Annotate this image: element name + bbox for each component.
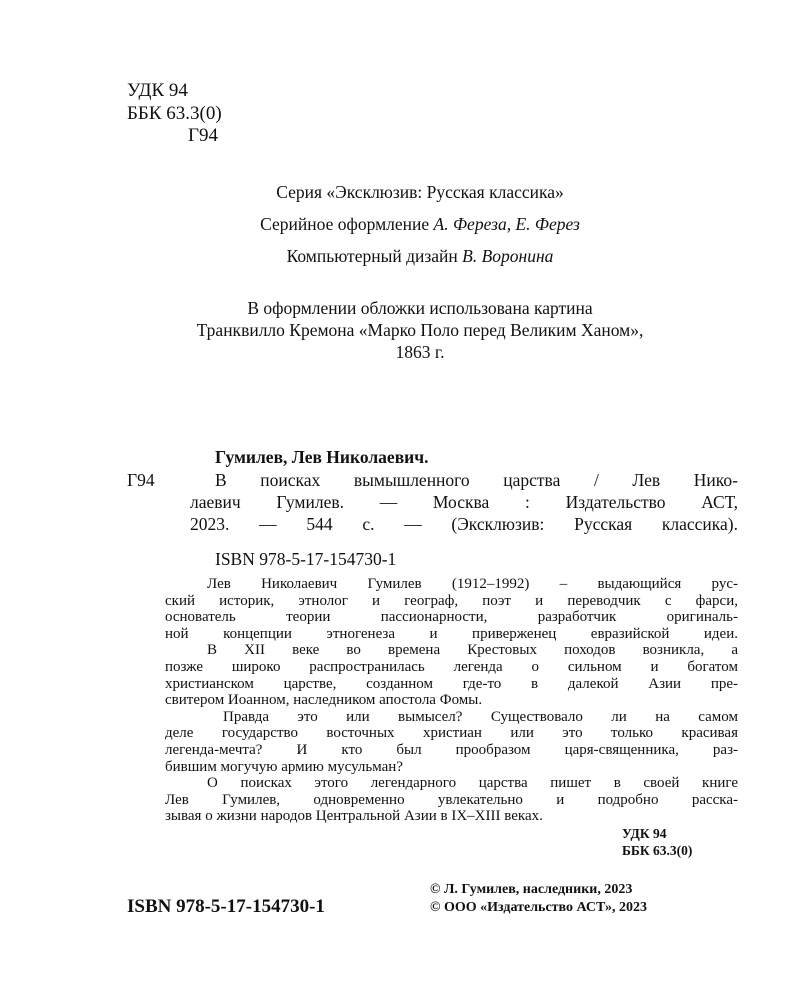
footer-bbk: ББК 63.3(0) — [622, 843, 693, 858]
annotation-line: зывая о жизни народов Центральной Азии в IX–XIII веках. — [165, 808, 543, 825]
annotation-line: деле государство восточных христиан или это только красивая — [165, 725, 738, 742]
bbk-code: ББК 63.3(0) — [127, 103, 222, 124]
annotation-line: легенда-мечта? И кто был прообразом царя-священника, раз- — [165, 741, 738, 758]
cover-note-line: 1863 г. — [395, 342, 445, 362]
bibliographic-line: 2023. — 544 с. — (Эксклюзив: Русская классика). — [190, 514, 738, 534]
bibliographic-line: В поисках вымышленного царства / Лев Нико- — [215, 470, 738, 490]
annotation-line: Лев Гумилев, одновременно увлекательно и подробно расска- — [165, 791, 738, 808]
bibliographic-isbn: ISBN 978-5-17-154730-1 — [215, 549, 397, 569]
udk-code: УДК 94 — [127, 80, 188, 101]
series-design-label: Серийное оформление — [260, 214, 434, 234]
cover-note-line: В оформлении обложки использована картина — [247, 298, 593, 318]
annotation-line: Лев Николаевич Гумилев (1912–1992) – выдающийся рус- — [207, 576, 738, 592]
series-design-names: А. Фереза, Е. Ферез — [433, 214, 580, 234]
author-sign: Г94 — [188, 125, 218, 146]
annotation-line: ский историк, этнолог и географ, поэт и переводчик с фарси, — [165, 592, 738, 609]
bibliographic-author: Гумилев, Лев Николаевич. — [215, 447, 429, 467]
copyright-author: © Л. Гумилев, наследники, 2023 — [430, 882, 633, 897]
bibliographic-sign: Г94 — [127, 470, 155, 490]
footer-udk: УДК 94 — [622, 826, 667, 841]
computer-design-line — [0, 246, 800, 267]
computer-design-label: Компьютерный дизайн — [286, 246, 463, 266]
annotation-line: позже широко распространилась легенда о сильном и богатом — [165, 658, 738, 675]
series-design-line — [0, 214, 800, 235]
annotation-line: В XII веке во времена Крестовых походов возникла, а — [207, 642, 738, 659]
copyright-publisher: © ООО «Издательство АСТ», 2023 — [430, 900, 648, 915]
annotation-line: основатель теории пассионарности, разработчик оригиналь- — [165, 609, 738, 626]
bibliographic-line: лаевич Гумилев. — Москва : Издательство АСТ, — [190, 492, 738, 512]
annotation-line: христианском царстве, созданном где-то в далекой Азии пре- — [165, 675, 738, 692]
annotation-line: свитером Иоанном, наследником апостола Фомы. — [165, 692, 483, 709]
annotation-line: О поисках этого легендарного царства пишет в своей книге — [207, 775, 738, 792]
footer-isbn: ISBN 978-5-17-154730-1 — [127, 896, 325, 917]
computer-design-name: В. Воронина — [462, 246, 554, 266]
annotation-line: Правда это или вымысел? Существовало ли на самом — [223, 708, 738, 725]
cover-note-line: Транквилло Кремона «Марко Поло перед Великим Ханом», — [196, 320, 644, 340]
annotation-line: ной концепции этногенеза и приверженец евразийской идеи. — [165, 625, 738, 642]
series-line: Серия «Эксклюзив: Русская классика» — [276, 182, 564, 202]
annotation — [165, 576, 738, 825]
annotation-line: бившим могучую армию мусульман? — [165, 758, 403, 775]
